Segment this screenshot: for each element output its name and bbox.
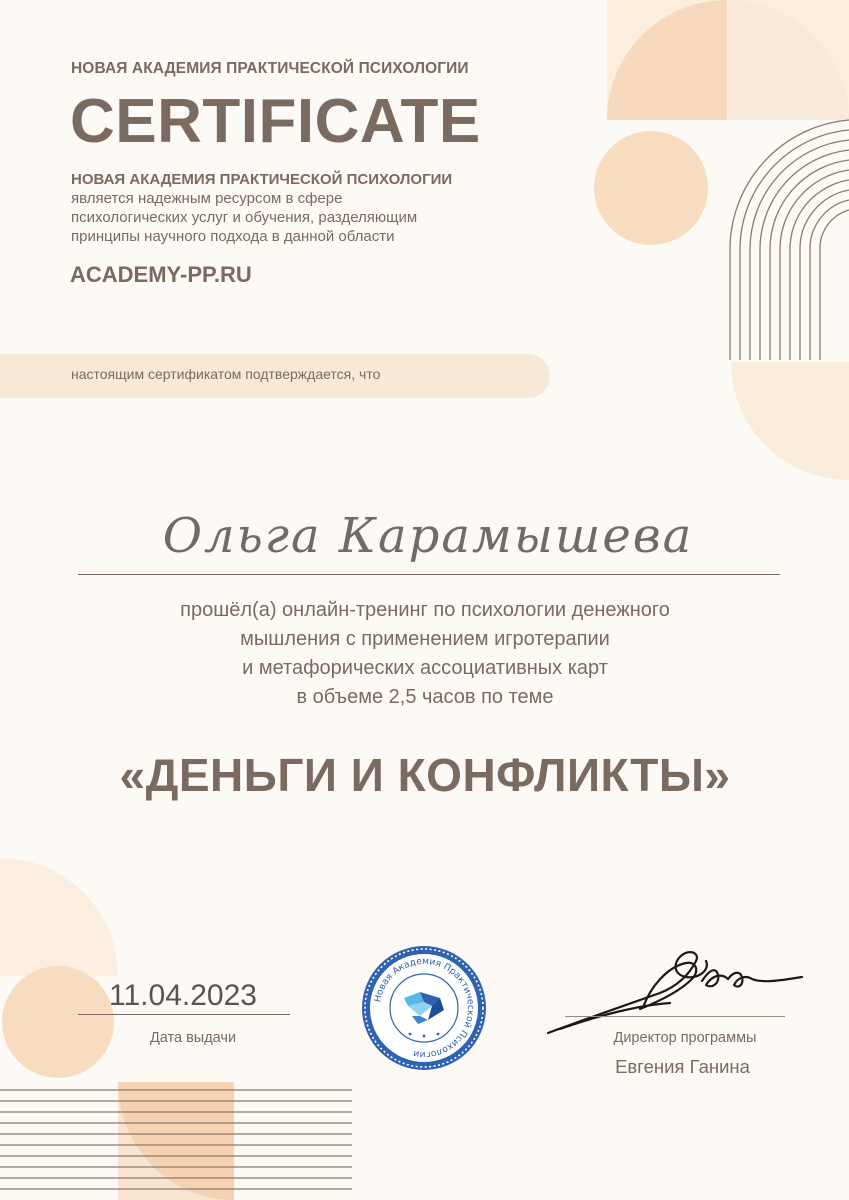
signature-underline bbox=[565, 1016, 785, 1017]
website-url: ACADEMY-PP.RU bbox=[70, 262, 252, 287]
recipient-name: Ольга Карамышева bbox=[162, 508, 694, 564]
director-signature bbox=[540, 945, 810, 1040]
academy-seal bbox=[358, 942, 490, 1074]
circle-shape bbox=[594, 131, 708, 245]
course-description-line: мышления с применением игротерапии bbox=[240, 628, 610, 650]
director-name: Евгения Ганина bbox=[615, 1056, 750, 1077]
recipient-underline bbox=[78, 574, 780, 575]
quarter-circle-shape bbox=[0, 858, 118, 976]
description-academy-name: НОВАЯ АКАДЕМИЯ ПРАКТИЧЕСКОЙ ПСИХОЛОГИИ bbox=[71, 171, 453, 188]
description-line: является надежным ресурсом в сфере bbox=[71, 190, 343, 207]
course-description-line: и метафорических ассоциативных карт bbox=[242, 657, 608, 679]
course-description-line: в объеме 2,5 часов по теме bbox=[296, 686, 554, 708]
director-role: Директор программы bbox=[613, 1030, 757, 1046]
seal-ring-text: Новая Академия Практической Психологии bbox=[372, 955, 477, 1061]
arch-lines bbox=[730, 120, 849, 360]
description-line: психологических услуг и обучения, разделяющим bbox=[71, 209, 418, 226]
course-title: «ДЕНЬГИ И КОНФЛИКТЫ» bbox=[119, 749, 731, 801]
academy-name: НОВАЯ АКАДЕМИЯ ПРАКТИЧЕСКОЙ ПСИХОЛОГИИ bbox=[71, 60, 469, 77]
certificate-title: CERTIFICATE bbox=[70, 87, 481, 156]
description-line: принципы научного подхода в данной области bbox=[71, 228, 395, 245]
issue-date-label: Дата выдачи bbox=[149, 1030, 237, 1046]
course-description-line: прошёл(а) онлайн-тренинг по психологии денежного bbox=[180, 599, 670, 621]
confirmation-text: настоящим сертификатом подтверждается, что bbox=[71, 366, 381, 382]
course-description bbox=[60, 596, 790, 712]
issue-date: 11.04.2023 bbox=[109, 979, 257, 1012]
academy-description bbox=[71, 170, 511, 246]
date-underline bbox=[78, 1014, 290, 1015]
semicircle-shape bbox=[731, 362, 849, 480]
